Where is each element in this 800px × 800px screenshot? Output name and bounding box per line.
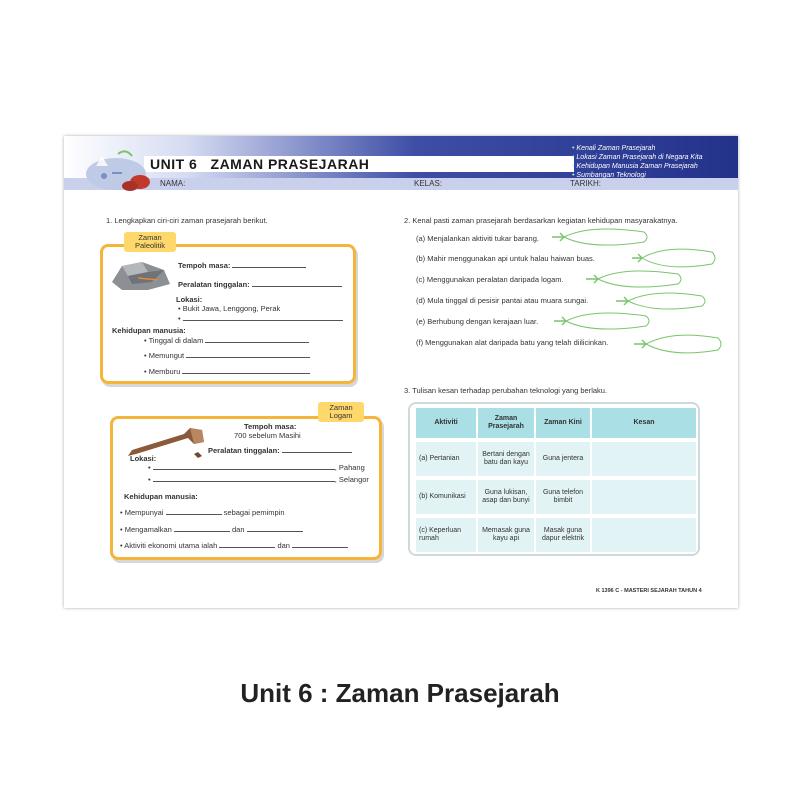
kehidupan-label: Kehidupan manusia:: [112, 326, 186, 335]
lokasi-item: [178, 314, 343, 323]
label-text: Peralatan tinggalan:: [178, 280, 250, 289]
table-cell: (b) Komunikasi: [416, 480, 476, 514]
question-1-prompt: 1. Lengkapkan ciri-ciri zaman prasejarah berikut.: [106, 216, 268, 225]
answer-leaf[interactable]: [584, 268, 684, 290]
answer-line[interactable]: [292, 541, 348, 548]
table-cell: Guna lukisan, asap dan bunyi: [478, 480, 534, 514]
learning-objectives: [572, 144, 738, 180]
logam-tag: [318, 402, 364, 422]
answer-cell[interactable]: [592, 518, 696, 552]
peralatan-label: [178, 280, 342, 289]
logam-kehidupan-item: [120, 508, 285, 517]
answer-line[interactable]: [282, 446, 352, 453]
lokasi-item: • Bukit Jawa, Lenggong, Perak: [178, 304, 281, 313]
location-suffix: , Pahang: [334, 463, 365, 472]
answer-line[interactable]: [183, 314, 343, 321]
item-text: • Mengamalkan: [120, 525, 172, 534]
table-header: Zaman Prasejarah: [478, 408, 534, 438]
activity-item: (e) Berhubung dengan kerajaan luar.: [416, 317, 539, 326]
bullet: •: [148, 475, 151, 484]
answer-cell[interactable]: [592, 480, 696, 514]
label-text: Tempoh masa:: [178, 261, 231, 270]
logam-lokasi-item: [148, 463, 365, 472]
activity-item: (b) Mahir menggunakan api untuk halau haiwan buas.: [416, 254, 595, 263]
location-suffix: , Selangor: [334, 475, 369, 484]
table-header: Zaman Kini: [536, 408, 590, 438]
question-2-prompt: 2. Kenal pasti zaman prasejarah berdasarkan kegiatan kehidupan masyarakatnya.: [404, 216, 678, 225]
answer-line[interactable]: [252, 280, 342, 287]
table-cell: Bertani dengan batu dan kayu: [478, 442, 534, 476]
answer-line[interactable]: [232, 261, 306, 268]
objective-item: • Kehidupan Manusia Zaman Prasejarah: [572, 162, 738, 171]
tag-line: Paleolitik: [134, 241, 165, 250]
answer-line[interactable]: [153, 475, 335, 482]
table-cell: Memasak guna kayu api: [478, 518, 534, 552]
answer-line[interactable]: [153, 463, 335, 470]
logam-peralatan-label: [208, 446, 352, 455]
worksheet-page: [64, 136, 738, 608]
activity-item: (f) Menggunakan alat daripada batu yang telah diilicinkan.: [416, 338, 609, 347]
activity-item: (a) Menjalankan aktiviti tukar barang.: [416, 234, 539, 243]
activity-item: (c) Menggunakan peralatan daripada logam.: [416, 275, 564, 284]
answer-line[interactable]: [166, 508, 222, 515]
answer-line[interactable]: [247, 525, 303, 532]
table-cell: Masak guna dapur elektrik: [536, 518, 590, 552]
bullet: •: [178, 314, 181, 323]
item-text: • Memburu: [144, 367, 181, 376]
logam-kehidupan-label: Kehidupan manusia:: [124, 492, 198, 501]
answer-line[interactable]: [205, 336, 309, 343]
answer-line[interactable]: [182, 367, 310, 374]
kelas-label: KELAS:: [414, 179, 443, 188]
answer-leaf[interactable]: [550, 226, 650, 248]
table-header: Kesan: [592, 408, 696, 438]
item-text: dan: [232, 525, 245, 534]
page-footer: K 1396 C - MASTERI SEJARAH TAHUN 4: [596, 588, 702, 594]
page-caption: Unit 6 : Zaman Prasejarah: [240, 678, 560, 708]
table-cell: (c) Keperluan rumah: [416, 518, 476, 552]
item-text: • Aktiviti ekonomi utama ialah: [120, 541, 218, 550]
item-text: • Memungut: [144, 351, 185, 360]
unit-name: ZAMAN PRASEJARAH: [210, 156, 370, 172]
paleolitik-tag: [124, 232, 176, 252]
logam-tempoh-value: 700 sebelum Masihi: [234, 431, 301, 440]
technology-table: [408, 402, 700, 556]
answer-line[interactable]: [174, 525, 230, 532]
answer-leaf[interactable]: [552, 310, 652, 332]
cave-art-illustration: [82, 146, 154, 192]
tempoh-label: [178, 261, 306, 270]
question-3-prompt: 3. Tulisan kesan terhadap perubahan teknologi yang berlaku.: [404, 386, 608, 395]
lokasi-label: Lokasi:: [176, 295, 203, 304]
item-text: dan: [277, 541, 290, 550]
answer-line[interactable]: [186, 351, 310, 358]
unit-number: UNIT 6: [150, 156, 198, 172]
tag-line: Zaman: [138, 233, 162, 242]
bullet: •: [148, 463, 151, 472]
logam-tempoh-label: Tempoh masa:: [244, 422, 297, 431]
table-cell: Guna telefon bimbit: [536, 480, 590, 514]
table-cell: (a) Pertanian: [416, 442, 476, 476]
tag-line: Logam: [329, 411, 353, 420]
answer-leaf[interactable]: [632, 332, 724, 356]
stone-tool-image: [108, 258, 174, 294]
logam-lokasi-item: [148, 475, 369, 484]
item-text: • Mempunyai: [120, 508, 164, 517]
tag-line: Zaman: [329, 403, 353, 412]
objective-item: • Lokasi Zaman Prasejarah di Negara Kita: [572, 153, 738, 162]
unit-title: [150, 156, 369, 172]
objective-item: • Sumbangan Teknologi: [572, 171, 738, 180]
logam-lokasi-label: Lokasi:: [130, 454, 157, 463]
answer-line[interactable]: [219, 541, 275, 548]
kehidupan-item: [144, 336, 309, 345]
answer-leaf[interactable]: [630, 246, 718, 270]
item-text: • Tinggal di dalam: [144, 336, 204, 345]
activity-item: (d) Mula tinggal di pesisir pantai atau muara sungai.: [416, 296, 589, 305]
kehidupan-item: [144, 367, 310, 376]
tarikh-label: TARIKH:: [570, 179, 601, 188]
label-text: Peralatan tinggalan:: [208, 446, 280, 455]
nama-label: NAMA:: [160, 179, 186, 188]
kehidupan-item: [144, 351, 310, 360]
objective-item: • Kenali Zaman Prasejarah: [572, 144, 738, 153]
logam-kehidupan-item: [120, 541, 348, 550]
item-text: sebagai pemimpin: [223, 508, 285, 517]
logam-kehidupan-item: [120, 525, 303, 534]
answer-cell[interactable]: [592, 442, 696, 476]
table-header: Aktiviti: [416, 408, 476, 438]
table-cell: Guna jentera: [536, 442, 590, 476]
answer-leaf[interactable]: [614, 290, 708, 312]
